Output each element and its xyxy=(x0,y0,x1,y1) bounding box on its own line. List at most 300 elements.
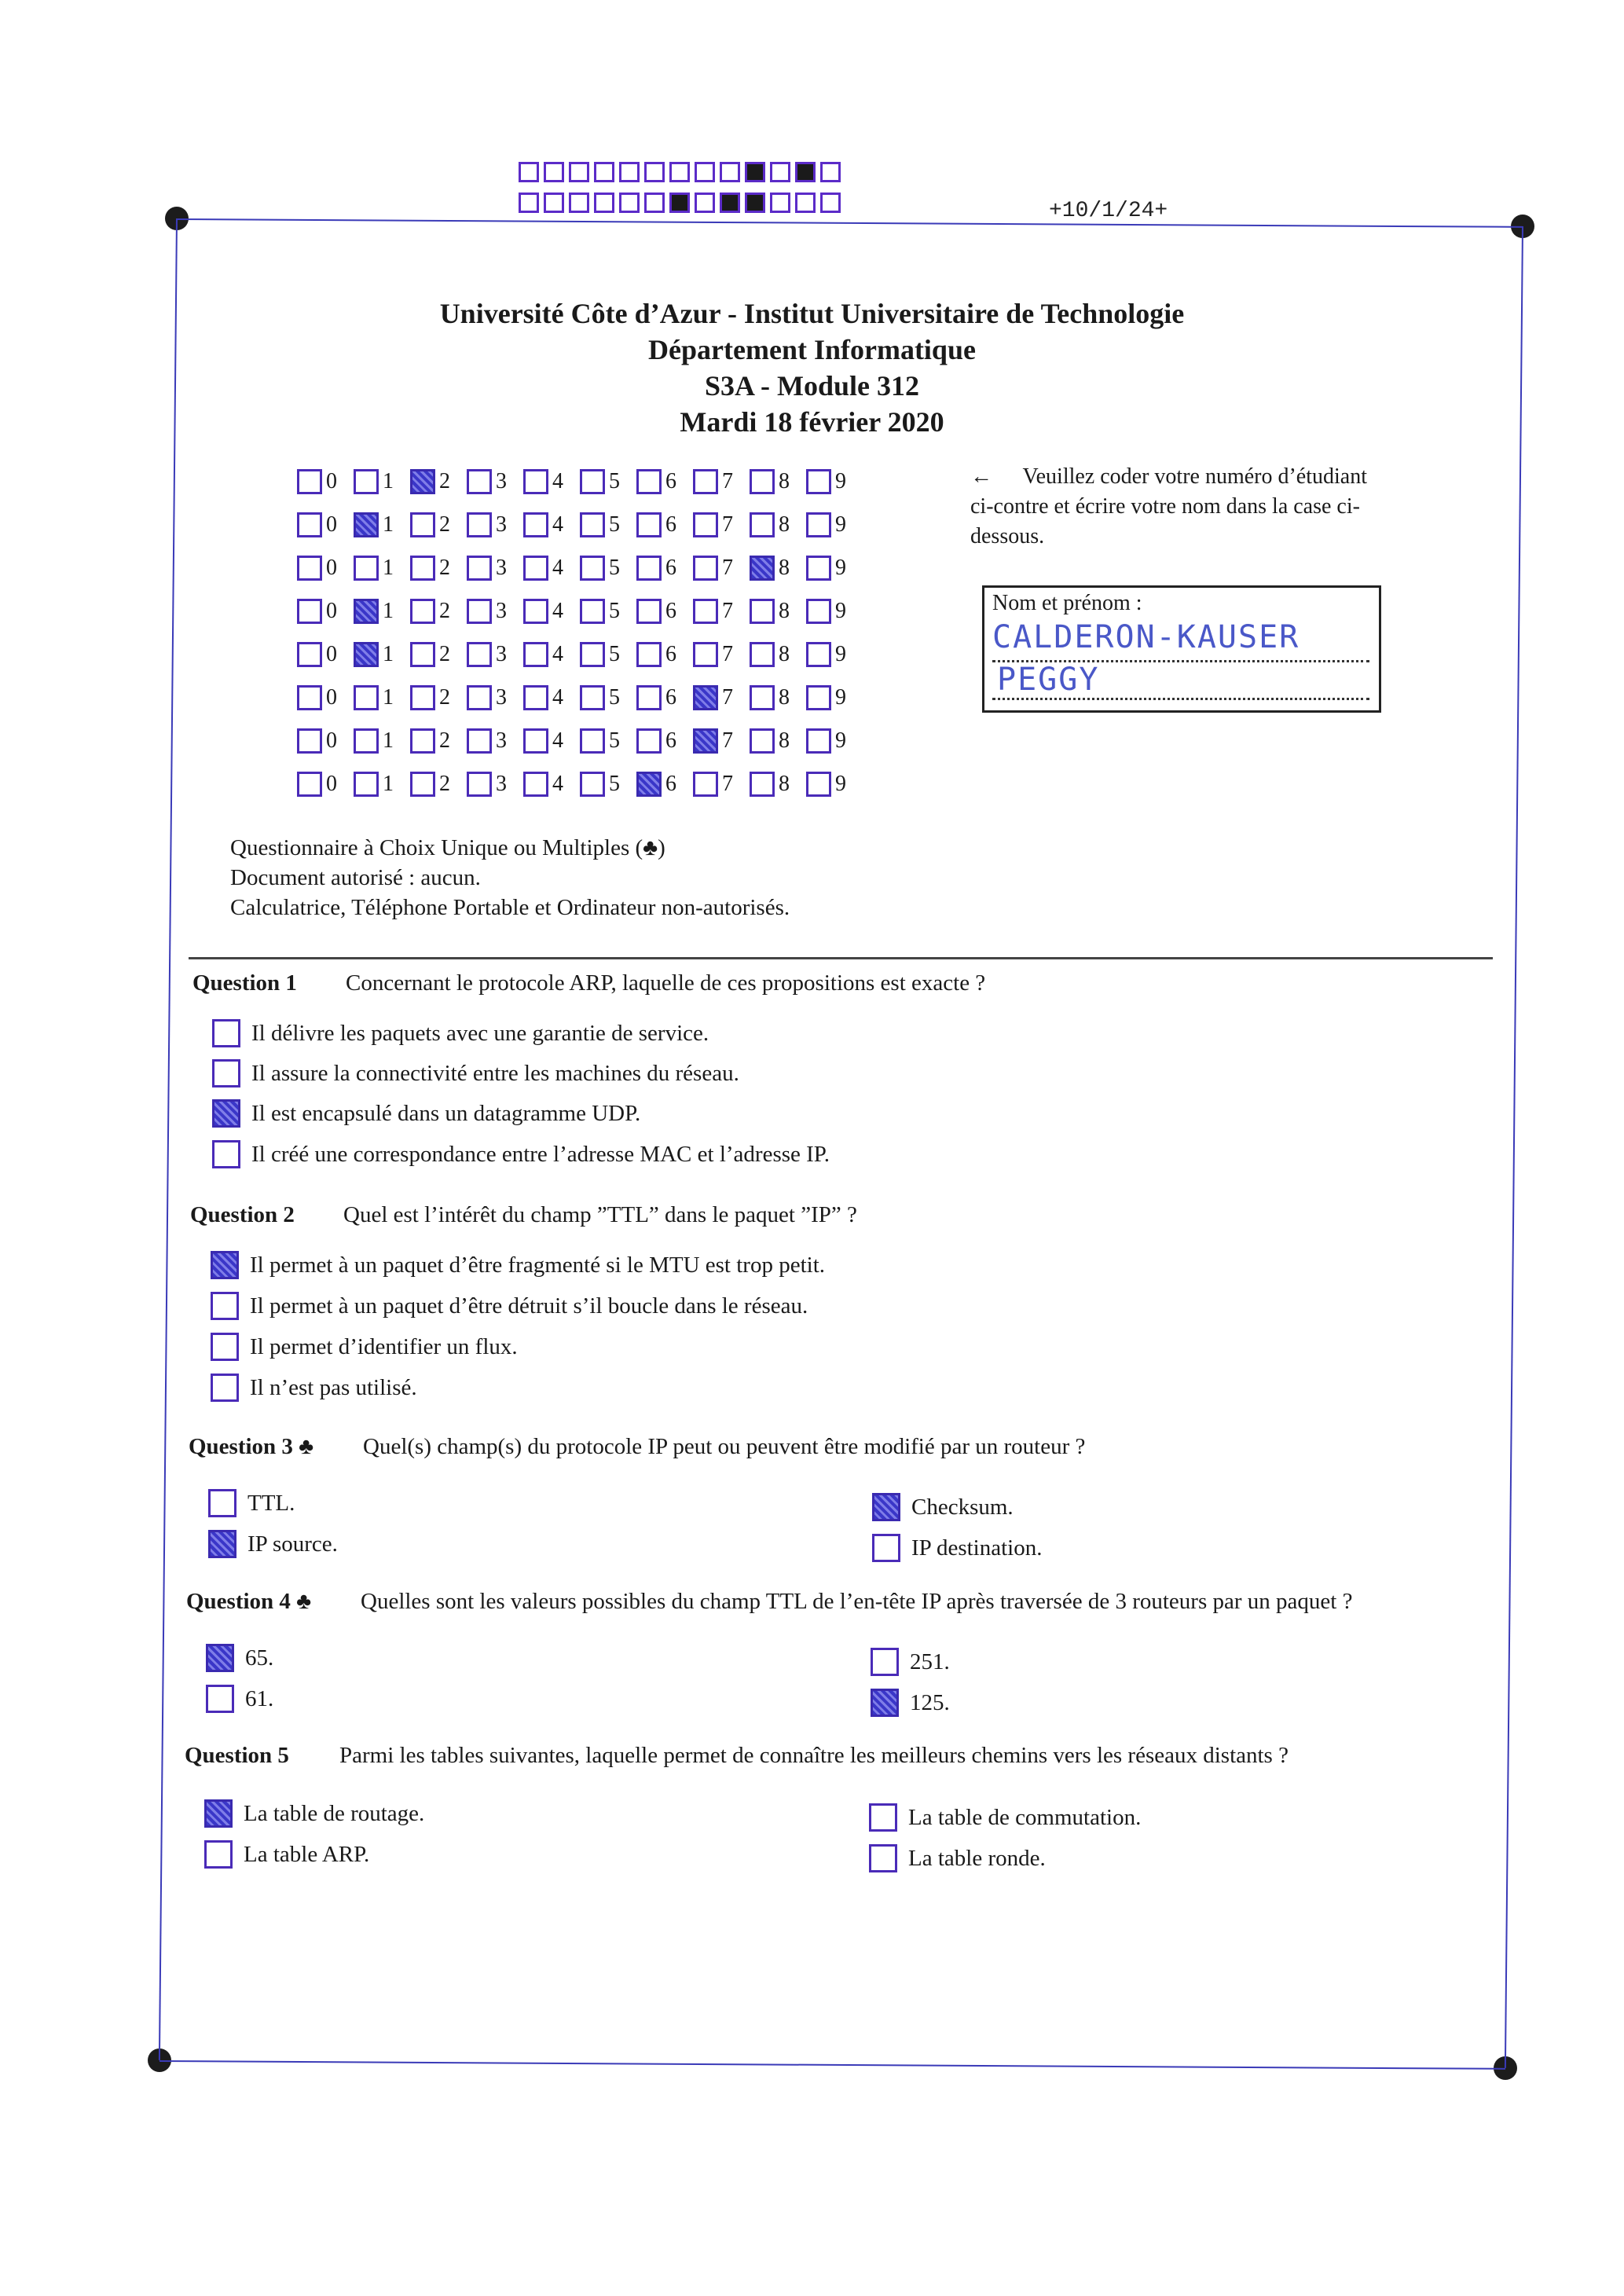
answer-checkbox[interactable] xyxy=(872,1493,900,1521)
answer-checkbox[interactable] xyxy=(869,1803,897,1832)
digit-checkbox[interactable] xyxy=(410,469,435,494)
handwritten-lastname: CALDERON-KAUSER xyxy=(992,619,1300,655)
digit-checkbox[interactable] xyxy=(693,642,718,667)
answer-option[interactable] xyxy=(871,1648,950,1676)
answer-checkbox[interactable] xyxy=(212,1059,240,1087)
answer-checkbox[interactable] xyxy=(212,1140,240,1168)
digit-option[interactable] xyxy=(354,642,410,667)
digit-option[interactable] xyxy=(580,772,636,797)
digit-option[interactable] xyxy=(636,642,693,667)
answer-text: La table ARP. xyxy=(244,1841,370,1867)
answer-checkbox[interactable] xyxy=(211,1251,239,1279)
answer-option[interactable] xyxy=(212,1059,739,1087)
digit-option[interactable] xyxy=(354,556,410,581)
digit-checkbox[interactable] xyxy=(354,642,379,667)
rules-line-1: Questionnaire à Choix Unique ou Multiples (♣) xyxy=(230,835,665,860)
digit-label: 8 xyxy=(779,641,790,666)
question-text: Quel(s) champ(s) du protocole IP peut ou peuvent être modifié par un routeur ? xyxy=(363,1434,1086,1459)
digit-checkbox[interactable] xyxy=(693,556,718,581)
digit-option[interactable] xyxy=(636,556,693,581)
digit-checkbox[interactable] xyxy=(693,772,718,797)
digit-label: 5 xyxy=(609,684,620,710)
digit-option[interactable] xyxy=(693,512,750,537)
page-id-code: +10/1/24+ xyxy=(1049,199,1168,223)
digit-checkbox[interactable] xyxy=(693,599,718,624)
answer-option[interactable] xyxy=(871,1689,950,1717)
digit-option[interactable] xyxy=(693,469,750,494)
digit-option[interactable] xyxy=(750,728,806,754)
digit-checkbox[interactable] xyxy=(523,469,548,494)
student-grid-row xyxy=(297,546,863,589)
digit-option[interactable] xyxy=(750,642,806,667)
digit-label: 9 xyxy=(835,598,846,623)
answer-option[interactable] xyxy=(212,1019,709,1047)
digit-label: 8 xyxy=(779,771,790,796)
digit-checkbox[interactable] xyxy=(410,642,435,667)
digit-option[interactable] xyxy=(750,685,806,710)
digit-option[interactable] xyxy=(750,469,806,494)
digit-option[interactable] xyxy=(806,556,863,581)
digit-label: 8 xyxy=(779,684,790,710)
digit-label: 0 xyxy=(326,728,337,753)
answer-text: Il permet à un paquet d’être détruit s’il boucle dans le réseau. xyxy=(250,1293,808,1319)
answer-checkbox[interactable] xyxy=(871,1689,899,1717)
barcode-cell xyxy=(770,193,790,213)
barcode-cell xyxy=(594,193,614,213)
digit-label: 2 xyxy=(439,684,450,710)
digit-label: 9 xyxy=(835,728,846,753)
answer-checkbox[interactable] xyxy=(211,1333,239,1361)
digit-option[interactable] xyxy=(750,556,806,581)
answer-text: Il permet d’identifier un flux. xyxy=(250,1333,518,1359)
digit-label: 9 xyxy=(835,468,846,493)
digit-checkbox[interactable] xyxy=(467,728,492,754)
rules-line-3: Calculatrice, Téléphone Portable et Ordinateur non-autorisés. xyxy=(230,895,790,920)
digit-checkbox[interactable] xyxy=(806,685,831,710)
digit-checkbox[interactable] xyxy=(523,685,548,710)
student-grid-row xyxy=(297,719,863,762)
digit-checkbox[interactable] xyxy=(297,772,322,797)
digit-option[interactable] xyxy=(806,685,863,710)
instructions-text: Veuillez coder votre numéro d’étudiant ci-contre et écrire votre nom dans la case ci-dessous. xyxy=(970,464,1367,548)
digit-checkbox[interactable] xyxy=(693,469,718,494)
barcode-cell xyxy=(544,193,564,213)
student-grid-row xyxy=(297,633,863,676)
digit-checkbox[interactable] xyxy=(750,642,775,667)
answer-checkbox[interactable] xyxy=(869,1844,897,1872)
digit-option[interactable] xyxy=(580,512,636,537)
barcode-cell xyxy=(795,162,816,182)
digit-option[interactable] xyxy=(297,556,354,581)
digit-option[interactable] xyxy=(523,556,580,581)
digit-checkbox[interactable] xyxy=(580,642,605,667)
digit-option[interactable] xyxy=(354,599,410,624)
digit-option[interactable] xyxy=(354,469,410,494)
answer-option[interactable] xyxy=(206,1685,273,1713)
digit-option[interactable] xyxy=(806,599,863,624)
answer-text: TTL. xyxy=(247,1490,295,1516)
digit-option[interactable] xyxy=(297,685,354,710)
digit-checkbox[interactable] xyxy=(410,599,435,624)
digit-checkbox[interactable] xyxy=(297,599,322,624)
digit-checkbox[interactable] xyxy=(580,599,605,624)
digit-label: 6 xyxy=(665,641,676,666)
digit-label: 1 xyxy=(383,641,394,666)
digit-option[interactable] xyxy=(750,512,806,537)
digit-option[interactable] xyxy=(354,772,410,797)
digit-checkbox[interactable] xyxy=(523,512,548,537)
student-grid-row xyxy=(297,676,863,719)
digit-option[interactable] xyxy=(410,728,467,754)
digit-checkbox[interactable] xyxy=(806,599,831,624)
digit-option[interactable] xyxy=(580,469,636,494)
answer-option[interactable] xyxy=(872,1493,1014,1521)
question-label: Question 2 xyxy=(190,1202,295,1227)
digit-checkbox[interactable] xyxy=(750,728,775,754)
barcode-cell xyxy=(569,193,589,213)
digit-option[interactable] xyxy=(467,512,523,537)
digit-option[interactable] xyxy=(297,469,354,494)
digit-label: 1 xyxy=(383,512,394,537)
digit-option[interactable] xyxy=(580,599,636,624)
digit-checkbox[interactable] xyxy=(523,556,548,581)
digit-checkbox[interactable] xyxy=(354,728,379,754)
answer-option[interactable] xyxy=(872,1534,1042,1562)
digit-option[interactable] xyxy=(410,642,467,667)
digit-label: 4 xyxy=(552,512,563,537)
barcode-cell xyxy=(644,162,665,182)
digit-option[interactable] xyxy=(693,728,750,754)
digit-checkbox[interactable] xyxy=(580,772,605,797)
answer-checkbox[interactable] xyxy=(211,1374,239,1402)
digit-checkbox[interactable] xyxy=(806,728,831,754)
digit-option[interactable] xyxy=(693,685,750,710)
digit-option[interactable] xyxy=(297,512,354,537)
answer-text: 65. xyxy=(245,1645,274,1671)
digit-checkbox[interactable] xyxy=(467,685,492,710)
digit-label: 6 xyxy=(665,598,676,623)
answer-text: IP source. xyxy=(247,1531,338,1557)
digit-label: 0 xyxy=(326,468,337,493)
barcode-cell xyxy=(669,162,690,182)
digit-checkbox[interactable] xyxy=(467,772,492,797)
digit-option[interactable] xyxy=(806,772,863,797)
name-dotted-line-2 xyxy=(992,698,1369,700)
name-label: Nom et prénom : xyxy=(992,591,1142,615)
digit-checkbox[interactable] xyxy=(467,599,492,624)
digit-option[interactable] xyxy=(523,772,580,797)
digit-checkbox[interactable] xyxy=(354,512,379,537)
answer-checkbox[interactable] xyxy=(208,1489,236,1517)
digit-option[interactable] xyxy=(693,772,750,797)
answer-option[interactable] xyxy=(212,1099,640,1128)
answer-checkbox[interactable] xyxy=(212,1099,240,1128)
answer-checkbox[interactable] xyxy=(206,1685,234,1713)
digit-option[interactable] xyxy=(523,685,580,710)
digit-option[interactable] xyxy=(636,469,693,494)
digit-option[interactable] xyxy=(410,556,467,581)
question-2 xyxy=(190,1202,295,1228)
digit-option[interactable] xyxy=(467,469,523,494)
barcode-cell xyxy=(519,162,539,182)
digit-option[interactable] xyxy=(467,642,523,667)
digit-option[interactable] xyxy=(523,469,580,494)
answer-text: 251. xyxy=(910,1649,950,1674)
digit-checkbox[interactable] xyxy=(750,772,775,797)
barcode-cell xyxy=(820,193,841,213)
digit-checkbox[interactable] xyxy=(410,512,435,537)
digit-checkbox[interactable] xyxy=(580,556,605,581)
digit-option[interactable] xyxy=(523,512,580,537)
digit-checkbox[interactable] xyxy=(467,642,492,667)
digit-checkbox[interactable] xyxy=(297,728,322,754)
digit-label: 7 xyxy=(722,771,733,796)
answer-text: Il assure la connectivité entre les machines du réseau. xyxy=(251,1060,739,1086)
answer-text: IP destination. xyxy=(911,1535,1043,1561)
answer-text: Il délivre les paquets avec une garantie de service. xyxy=(251,1020,709,1046)
digit-checkbox[interactable] xyxy=(806,512,831,537)
digit-label: 5 xyxy=(609,641,620,666)
digit-checkbox[interactable] xyxy=(636,556,662,581)
digit-option[interactable] xyxy=(467,772,523,797)
digit-label: 3 xyxy=(496,684,507,710)
frame-bottom xyxy=(159,2060,1505,2070)
student-grid-row xyxy=(297,460,863,503)
digit-option[interactable] xyxy=(580,556,636,581)
digit-label: 8 xyxy=(779,512,790,537)
digit-checkbox[interactable] xyxy=(750,599,775,624)
digit-option[interactable] xyxy=(580,642,636,667)
digit-checkbox[interactable] xyxy=(693,728,718,754)
digit-option[interactable] xyxy=(410,772,467,797)
digit-checkbox[interactable] xyxy=(806,642,831,667)
exam-header xyxy=(0,295,1624,440)
digit-checkbox[interactable] xyxy=(467,512,492,537)
name-box[interactable] xyxy=(982,585,1381,713)
digit-label: 2 xyxy=(439,555,450,580)
answer-option[interactable] xyxy=(869,1844,1046,1872)
digit-option[interactable] xyxy=(297,599,354,624)
barcode-cell xyxy=(770,162,790,182)
digit-checkbox[interactable] xyxy=(636,685,662,710)
digit-label: 3 xyxy=(496,771,507,796)
digit-checkbox[interactable] xyxy=(750,685,775,710)
digit-option[interactable] xyxy=(297,772,354,797)
digit-label: 1 xyxy=(383,684,394,710)
digit-option[interactable] xyxy=(410,469,467,494)
digit-checkbox[interactable] xyxy=(523,599,548,624)
digit-checkbox[interactable] xyxy=(806,556,831,581)
question-label: Question 5 xyxy=(185,1743,289,1768)
digit-option[interactable] xyxy=(693,599,750,624)
digit-checkbox[interactable] xyxy=(354,556,379,581)
digit-option[interactable] xyxy=(297,728,354,754)
answer-option[interactable] xyxy=(208,1489,295,1517)
question-label: Question 1 xyxy=(192,970,297,996)
digit-checkbox[interactable] xyxy=(467,556,492,581)
digit-checkbox[interactable] xyxy=(297,556,322,581)
digit-option[interactable] xyxy=(750,599,806,624)
answer-option[interactable] xyxy=(211,1333,518,1361)
digit-option[interactable] xyxy=(523,728,580,754)
digit-option[interactable] xyxy=(636,512,693,537)
digit-checkbox[interactable] xyxy=(636,599,662,624)
digit-label: 2 xyxy=(439,468,450,493)
digit-option[interactable] xyxy=(467,599,523,624)
digit-label: 4 xyxy=(552,468,563,493)
digit-option[interactable] xyxy=(580,685,636,710)
digit-option[interactable] xyxy=(693,642,750,667)
answer-option[interactable] xyxy=(211,1251,825,1279)
digit-checkbox[interactable] xyxy=(410,728,435,754)
digit-label: 2 xyxy=(439,512,450,537)
barcode-cell xyxy=(644,193,665,213)
digit-option[interactable] xyxy=(523,599,580,624)
digit-label: 5 xyxy=(609,512,620,537)
digit-checkbox[interactable] xyxy=(636,772,662,797)
digit-checkbox[interactable] xyxy=(297,512,322,537)
instructions xyxy=(970,462,1395,552)
digit-checkbox[interactable] xyxy=(636,642,662,667)
answer-option[interactable] xyxy=(204,1799,424,1828)
digit-option[interactable] xyxy=(806,469,863,494)
digit-checkbox[interactable] xyxy=(750,556,775,581)
digit-checkbox[interactable] xyxy=(354,772,379,797)
digit-checkbox[interactable] xyxy=(410,772,435,797)
barcode-cell xyxy=(695,162,715,182)
digit-label: 7 xyxy=(722,641,733,666)
digit-checkbox[interactable] xyxy=(354,685,379,710)
frame-right xyxy=(1505,226,1523,2068)
answer-text: La table ronde. xyxy=(908,1845,1046,1871)
digit-label: 2 xyxy=(439,641,450,666)
digit-label: 2 xyxy=(439,598,450,623)
digit-option[interactable] xyxy=(636,685,693,710)
digit-checkbox[interactable] xyxy=(580,685,605,710)
digit-label: 3 xyxy=(496,641,507,666)
answer-text: La table de commutation. xyxy=(908,1804,1142,1830)
digit-checkbox[interactable] xyxy=(636,728,662,754)
digit-checkbox[interactable] xyxy=(580,512,605,537)
barcode-cell xyxy=(569,162,589,182)
digit-option[interactable] xyxy=(806,728,863,754)
answer-option[interactable] xyxy=(869,1803,1141,1832)
digit-option[interactable] xyxy=(806,512,863,537)
digit-option[interactable] xyxy=(523,642,580,667)
digit-checkbox[interactable] xyxy=(693,685,718,710)
digit-label: 4 xyxy=(552,598,563,623)
answer-checkbox[interactable] xyxy=(871,1648,899,1676)
digit-checkbox[interactable] xyxy=(580,469,605,494)
digit-option[interactable] xyxy=(410,512,467,537)
digit-checkbox[interactable] xyxy=(410,556,435,581)
digit-option[interactable] xyxy=(467,556,523,581)
digit-option[interactable] xyxy=(580,728,636,754)
digit-checkbox[interactable] xyxy=(354,599,379,624)
digit-option[interactable] xyxy=(636,772,693,797)
digit-label: 4 xyxy=(552,555,563,580)
digit-checkbox[interactable] xyxy=(297,642,322,667)
digit-option[interactable] xyxy=(354,512,410,537)
digit-option[interactable] xyxy=(636,599,693,624)
answer-checkbox[interactable] xyxy=(206,1644,234,1672)
handwritten-firstname: PEGGY xyxy=(997,662,1100,698)
digit-checkbox[interactable] xyxy=(523,642,548,667)
header-university: Université Côte d’Azur - Institut Universitaire de Technologie xyxy=(439,298,1185,329)
answer-text: Il n’est pas utilisé. xyxy=(250,1374,417,1400)
answer-option[interactable] xyxy=(206,1644,273,1672)
digit-label: 7 xyxy=(722,512,733,537)
digit-checkbox[interactable] xyxy=(523,728,548,754)
answer-checkbox[interactable] xyxy=(872,1534,900,1562)
digit-checkbox[interactable] xyxy=(467,469,492,494)
barcode-cell xyxy=(745,193,765,213)
answer-option[interactable] xyxy=(212,1140,830,1168)
student-grid-row xyxy=(297,589,863,633)
digit-option[interactable] xyxy=(693,556,750,581)
digit-checkbox[interactable] xyxy=(806,772,831,797)
digit-checkbox[interactable] xyxy=(523,772,548,797)
answer-checkbox[interactable] xyxy=(211,1292,239,1320)
student-grid-row xyxy=(297,503,863,546)
digit-label: 5 xyxy=(609,771,620,796)
digit-label: 6 xyxy=(665,684,676,710)
digit-option[interactable] xyxy=(354,685,410,710)
digit-checkbox[interactable] xyxy=(410,685,435,710)
digit-option[interactable] xyxy=(297,642,354,667)
answer-checkbox[interactable] xyxy=(212,1019,240,1047)
exam-rules xyxy=(230,833,790,922)
digit-option[interactable] xyxy=(750,772,806,797)
digit-option[interactable] xyxy=(467,728,523,754)
digit-checkbox[interactable] xyxy=(750,512,775,537)
digit-checkbox[interactable] xyxy=(750,469,775,494)
answer-checkbox[interactable] xyxy=(208,1530,236,1558)
answer-text: La table de routage. xyxy=(244,1800,425,1826)
digit-option[interactable] xyxy=(636,728,693,754)
digit-checkbox[interactable] xyxy=(354,469,379,494)
answer-option[interactable] xyxy=(204,1840,369,1869)
digit-checkbox[interactable] xyxy=(636,512,662,537)
digit-checkbox[interactable] xyxy=(297,469,322,494)
digit-option[interactable] xyxy=(806,642,863,667)
digit-label: 1 xyxy=(383,598,394,623)
answer-checkbox[interactable] xyxy=(204,1840,233,1869)
digit-option[interactable] xyxy=(410,685,467,710)
barcode-cell xyxy=(544,162,564,182)
digit-option[interactable] xyxy=(467,685,523,710)
digit-label: 8 xyxy=(779,728,790,753)
digit-option[interactable] xyxy=(354,728,410,754)
digit-label: 6 xyxy=(665,512,676,537)
digit-checkbox[interactable] xyxy=(693,512,718,537)
digit-checkbox[interactable] xyxy=(580,728,605,754)
digit-checkbox[interactable] xyxy=(806,469,831,494)
barcode-cell xyxy=(720,162,740,182)
digit-option[interactable] xyxy=(410,599,467,624)
answer-option[interactable] xyxy=(211,1292,808,1320)
question-1 xyxy=(192,970,297,996)
digit-checkbox[interactable] xyxy=(297,685,322,710)
digit-checkbox[interactable] xyxy=(636,469,662,494)
answer-option[interactable] xyxy=(208,1530,338,1558)
answer-checkbox[interactable] xyxy=(204,1799,233,1828)
question-label: Question 4 ♣ xyxy=(186,1589,312,1614)
digit-label: 2 xyxy=(439,728,450,753)
digit-label: 9 xyxy=(835,512,846,537)
answer-option[interactable] xyxy=(211,1374,417,1402)
rules-line-2: Document autorisé : aucun. xyxy=(230,865,481,890)
